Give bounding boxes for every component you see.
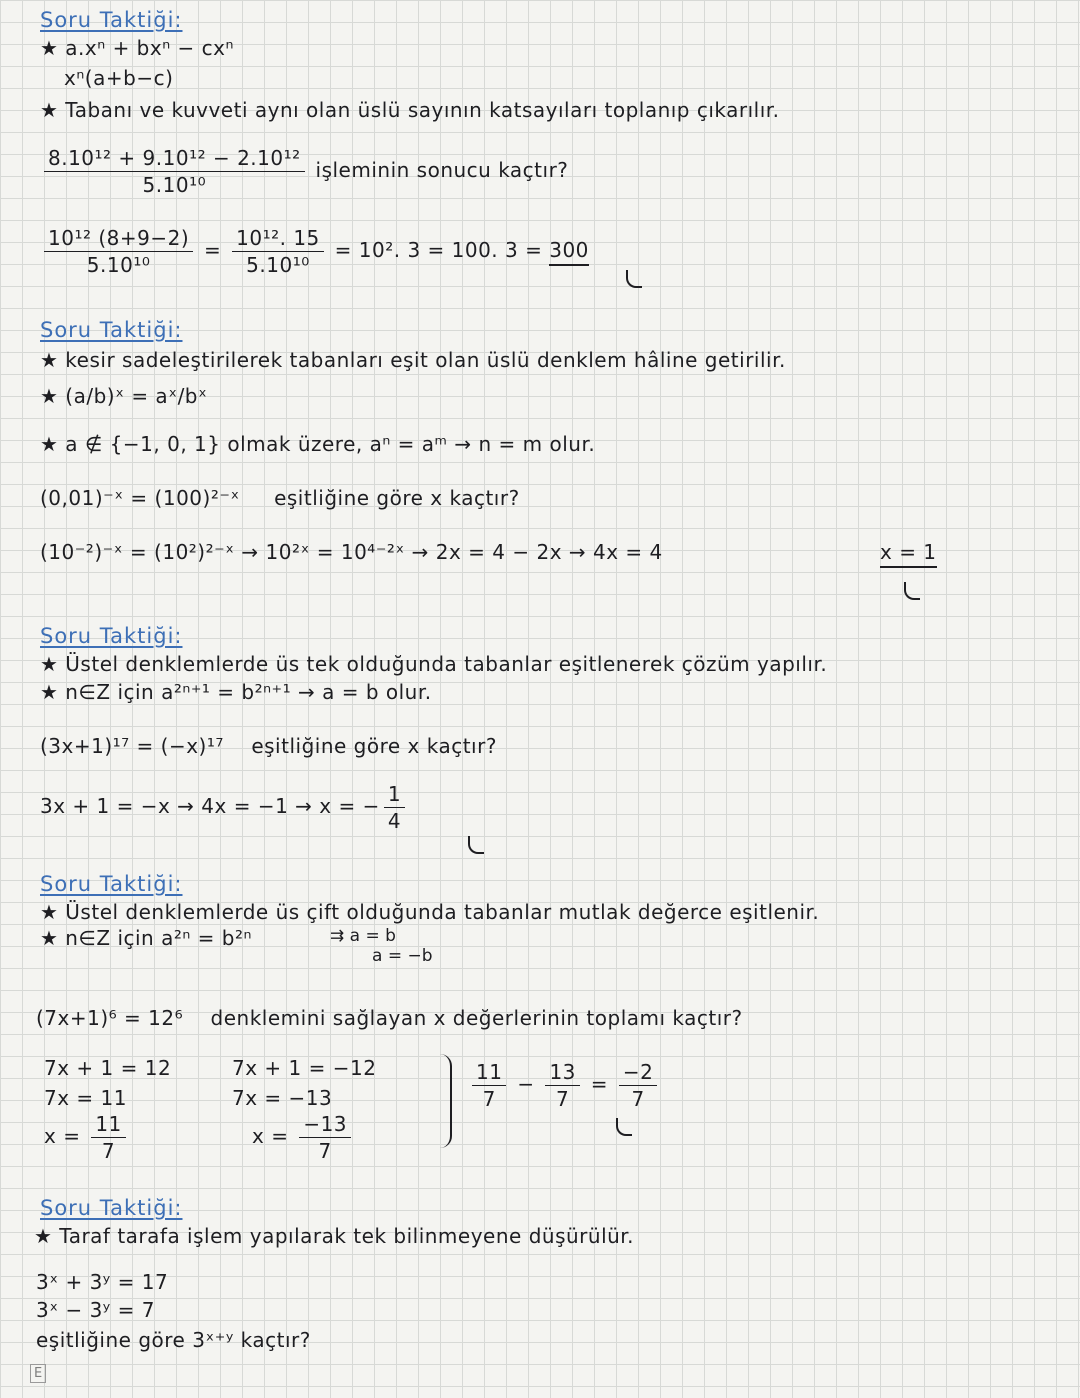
question-3-equation: (3x+1)¹⁷ = (−x)¹⁷	[40, 734, 224, 758]
case-2-x: x =	[252, 1124, 289, 1148]
sum-term-a	[472, 1060, 506, 1111]
case-2-denominator: 7	[318, 1139, 332, 1163]
section-3-heading: Soru Taktiği:	[40, 624, 183, 648]
question-3	[40, 734, 497, 758]
answer-check-mark	[468, 836, 484, 854]
solution-1-fraction-b	[232, 226, 324, 277]
answer-check-mark	[626, 270, 642, 288]
section-4-heading: Soru Taktiği:	[40, 872, 183, 896]
answer-4-numerator: −2	[619, 1060, 657, 1086]
rule-4-case-a: ⇉ a = b	[330, 926, 396, 946]
solution-1-b-numerator: 10¹². 15	[232, 226, 324, 252]
case-1-line-1: 7x + 1 = 12	[44, 1056, 172, 1080]
rule-3-line-2: ★ n∈Z için a²ⁿ⁺¹ = b²ⁿ⁺¹ → a = b olur.	[40, 680, 432, 704]
equals-sign: =	[590, 1072, 609, 1096]
minus-sign: −	[517, 1072, 535, 1096]
case-1-x: x =	[44, 1124, 81, 1148]
case-1-fraction	[91, 1112, 125, 1163]
solution-1-a-numerator: 10¹² (8+9−2)	[44, 226, 193, 252]
equals-sign: =	[204, 238, 222, 262]
question-2-equation: (0,01)⁻ˣ = (100)²⁻ˣ	[40, 486, 240, 510]
case-1-numerator: 11	[91, 1112, 125, 1138]
answer-3-denominator: 4	[387, 809, 402, 833]
question-3-text: eşitliğine göre x kaçtır?	[251, 734, 497, 758]
sum-term-b	[545, 1060, 579, 1111]
question-1	[40, 146, 568, 197]
rule-1-line-1: ★ a.xⁿ + bxⁿ − cxⁿ	[40, 36, 234, 60]
solution-1-rest: = 10². 3 = 100. 3 =	[334, 238, 543, 262]
question-5-line-3: eşitliğine göre 3ˣ⁺ʸ kaçtır?	[36, 1328, 311, 1352]
answer-2	[880, 540, 937, 564]
rule-2-line-1: ★ kesir sadeleştirilerek tabanları eşit olan üslü denklem hâline getirilir.	[40, 348, 786, 372]
question-5-line-2: 3ˣ − 3ʸ = 7	[36, 1298, 155, 1322]
section-1-heading: Soru Taktiği:	[40, 8, 183, 32]
sum-term-a-numerator: 11	[472, 1060, 506, 1086]
section-2-heading: Soru Taktiği:	[40, 318, 183, 342]
question-4-equation: (7x+1)⁶ = 12⁶	[36, 1006, 184, 1030]
solution-1-fraction-a	[44, 226, 193, 277]
case-2-line-3	[252, 1112, 355, 1163]
question-1-text: işleminin sonucu kaçtır?	[315, 158, 569, 182]
rule-2-line-3: ★ a ∉ {−1, 0, 1} olmak üzere, aⁿ = aᵐ → n = m olur.	[40, 432, 596, 456]
question-1-fraction	[44, 146, 305, 197]
question-1-numerator: 8.10¹² + 9.10¹² − 2.10¹²	[44, 146, 305, 172]
question-2-text: eşitliğine göre x kaçtır?	[274, 486, 520, 510]
answer-2-value: x = 1	[880, 540, 937, 568]
question-4	[36, 1006, 743, 1030]
case-1-line-2: 7x = 11	[44, 1086, 127, 1110]
rule-4-case-b: a = −b	[372, 946, 433, 966]
solution-1	[40, 226, 589, 277]
rule-5-line-1: ★ Taraf tarafa işlem yapılarak tek bilinmeyene düşürülür.	[34, 1224, 635, 1248]
sum-term-a-denominator: 7	[482, 1087, 496, 1111]
question-4-text: denklemini sağlayan x değerlerinin toplamı kaçtır?	[210, 1006, 743, 1030]
case-1-denominator: 7	[101, 1139, 116, 1163]
answer-1: 300	[549, 238, 589, 266]
section-5-heading: Soru Taktiği:	[40, 1196, 183, 1220]
rule-1-line-2: xⁿ(a+b−c)	[64, 66, 174, 90]
answer-4-fraction	[619, 1060, 657, 1111]
case-2-fraction	[299, 1112, 351, 1163]
sum-term-b-numerator: 13	[545, 1060, 579, 1086]
question-5-line-1: 3ˣ + 3ʸ = 17	[36, 1270, 169, 1294]
solution-1-b-denominator: 5.10¹⁰	[246, 253, 310, 277]
solution-2-work: (10⁻²)⁻ˣ = (10²)²⁻ˣ → 10²ˣ = 10⁴⁻²ˣ → 2x = 4 − 2x → 4x = 4	[40, 540, 663, 564]
case-2-line-1: 7x + 1 = −12	[232, 1056, 377, 1080]
sum-4	[468, 1060, 661, 1111]
answer-3-numerator: 1	[384, 782, 405, 808]
solution-3	[40, 782, 409, 833]
answer-3-fraction	[384, 782, 405, 833]
rule-1-line-3: ★ Tabanı ve kuvveti aynı olan üslü sayının katsayıları toplanıp çıkarılır.	[40, 98, 780, 122]
question-1-denominator: 5.10¹⁰	[142, 173, 207, 197]
rule-4-line-1: ★ Üstel denklemlerde üs çift olduğunda tabanlar mutlak değerce eşitlenir.	[40, 900, 820, 924]
right-brace	[440, 1054, 452, 1148]
rule-4-line-2: ★ n∈Z için a²ⁿ = b²ⁿ	[40, 926, 252, 950]
case-1-line-3	[44, 1112, 130, 1163]
solution-2	[40, 540, 663, 564]
rule-3-line-1: ★ Üstel denklemlerde üs tek olduğunda tabanlar eşitlenerek çözüm yapılır.	[40, 652, 828, 676]
solution-1-a-denominator: 5.10¹⁰	[86, 253, 151, 277]
sum-term-b-denominator: 7	[556, 1087, 570, 1111]
brand-logo: E	[30, 1364, 46, 1383]
rule-2-line-2: ★ (a/b)ˣ = aˣ/bˣ	[40, 384, 208, 408]
question-2	[40, 486, 520, 510]
answer-check-mark	[904, 582, 920, 600]
answer-check-mark	[616, 1118, 632, 1136]
answer-4-denominator: 7	[631, 1087, 645, 1111]
case-2-numerator: −13	[299, 1112, 351, 1138]
solution-3-work: 3x + 1 = −x → 4x = −1 → x = −	[40, 794, 380, 818]
case-2-line-2: 7x = −13	[232, 1086, 333, 1110]
